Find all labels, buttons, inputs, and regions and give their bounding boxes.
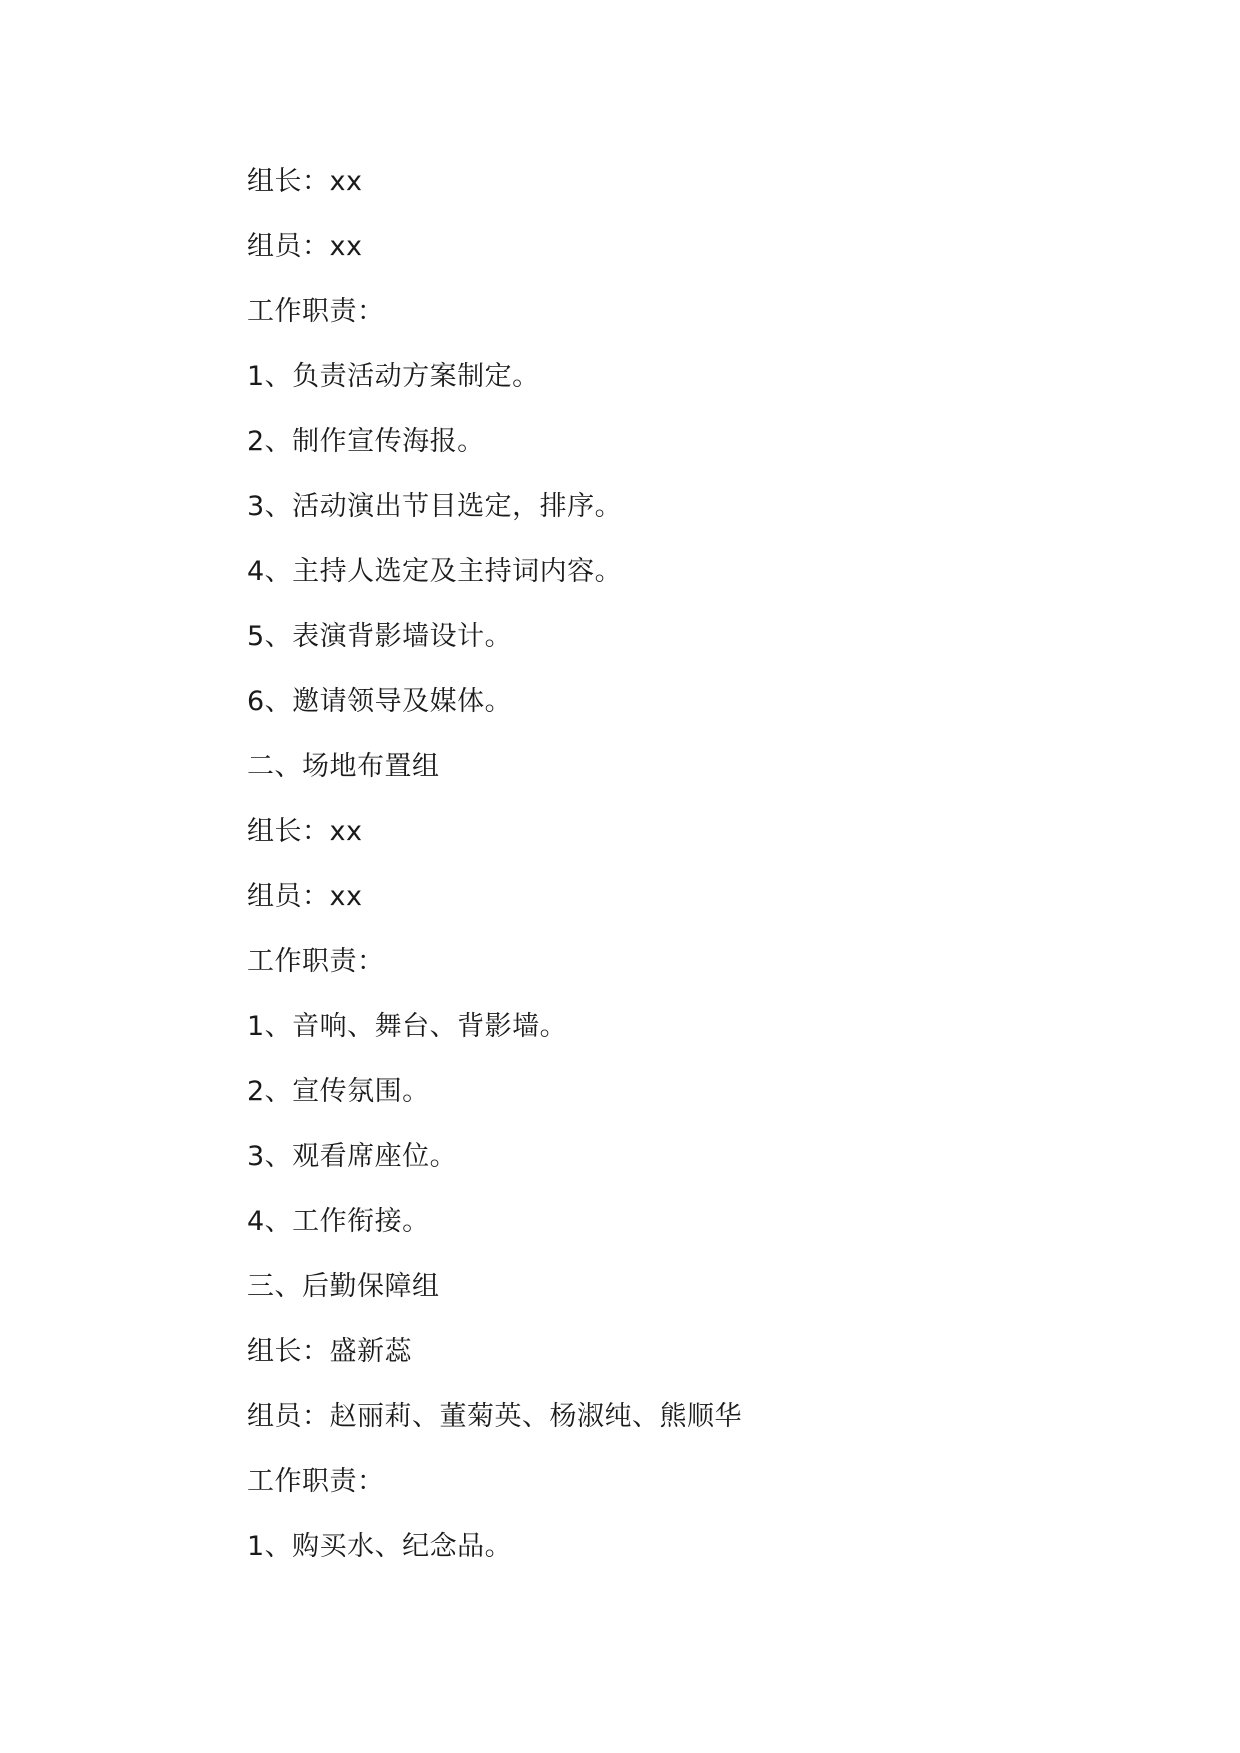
group1-duty-item: 4、主持人选定及主持词内容。 [247, 556, 623, 587]
group1-leader-line: 组长：xx [247, 166, 363, 197]
group2-duty-item: 1、音响、舞台、背影墙。 [247, 1011, 568, 1042]
group1-members-line: 组员：xx [247, 231, 363, 262]
group1-duty-item: 3、活动演出节目选定，排序。 [247, 491, 623, 522]
group2-duty-item: 2、宣传氛围。 [247, 1076, 430, 1107]
group1-duty-item: 1、负责活动方案制定。 [247, 361, 540, 392]
group2-duty-item: 3、观看席座位。 [247, 1141, 458, 1172]
group2-duties-heading: 工作职责： [247, 946, 385, 977]
document-body [247, 162, 1107, 1592]
section-heading-logistics: 三、后勤保障组 [247, 1271, 440, 1302]
group1-duties-heading: 工作职责： [247, 296, 385, 327]
group3-duties-heading: 工作职责： [247, 1466, 385, 1497]
group3-leader-line: 组长：盛新蕊 [247, 1336, 412, 1367]
group2-leader-line: 组长：xx [247, 816, 363, 847]
group3-duty-item: 1、购买水、纪念品。 [247, 1531, 513, 1562]
group2-duty-item: 4、工作衔接。 [247, 1206, 430, 1237]
group1-duty-item: 2、制作宣传海报。 [247, 426, 485, 457]
section-heading-venue-setup: 二、场地布置组 [247, 751, 440, 782]
group1-duty-item: 6、邀请领导及媒体。 [247, 686, 513, 717]
group1-duty-item: 5、表演背影墙设计。 [247, 621, 513, 652]
group2-members-line: 组员：xx [247, 881, 363, 912]
group3-members-line: 组员：赵丽莉、董菊英、杨淑纯、熊顺华 [247, 1401, 742, 1432]
